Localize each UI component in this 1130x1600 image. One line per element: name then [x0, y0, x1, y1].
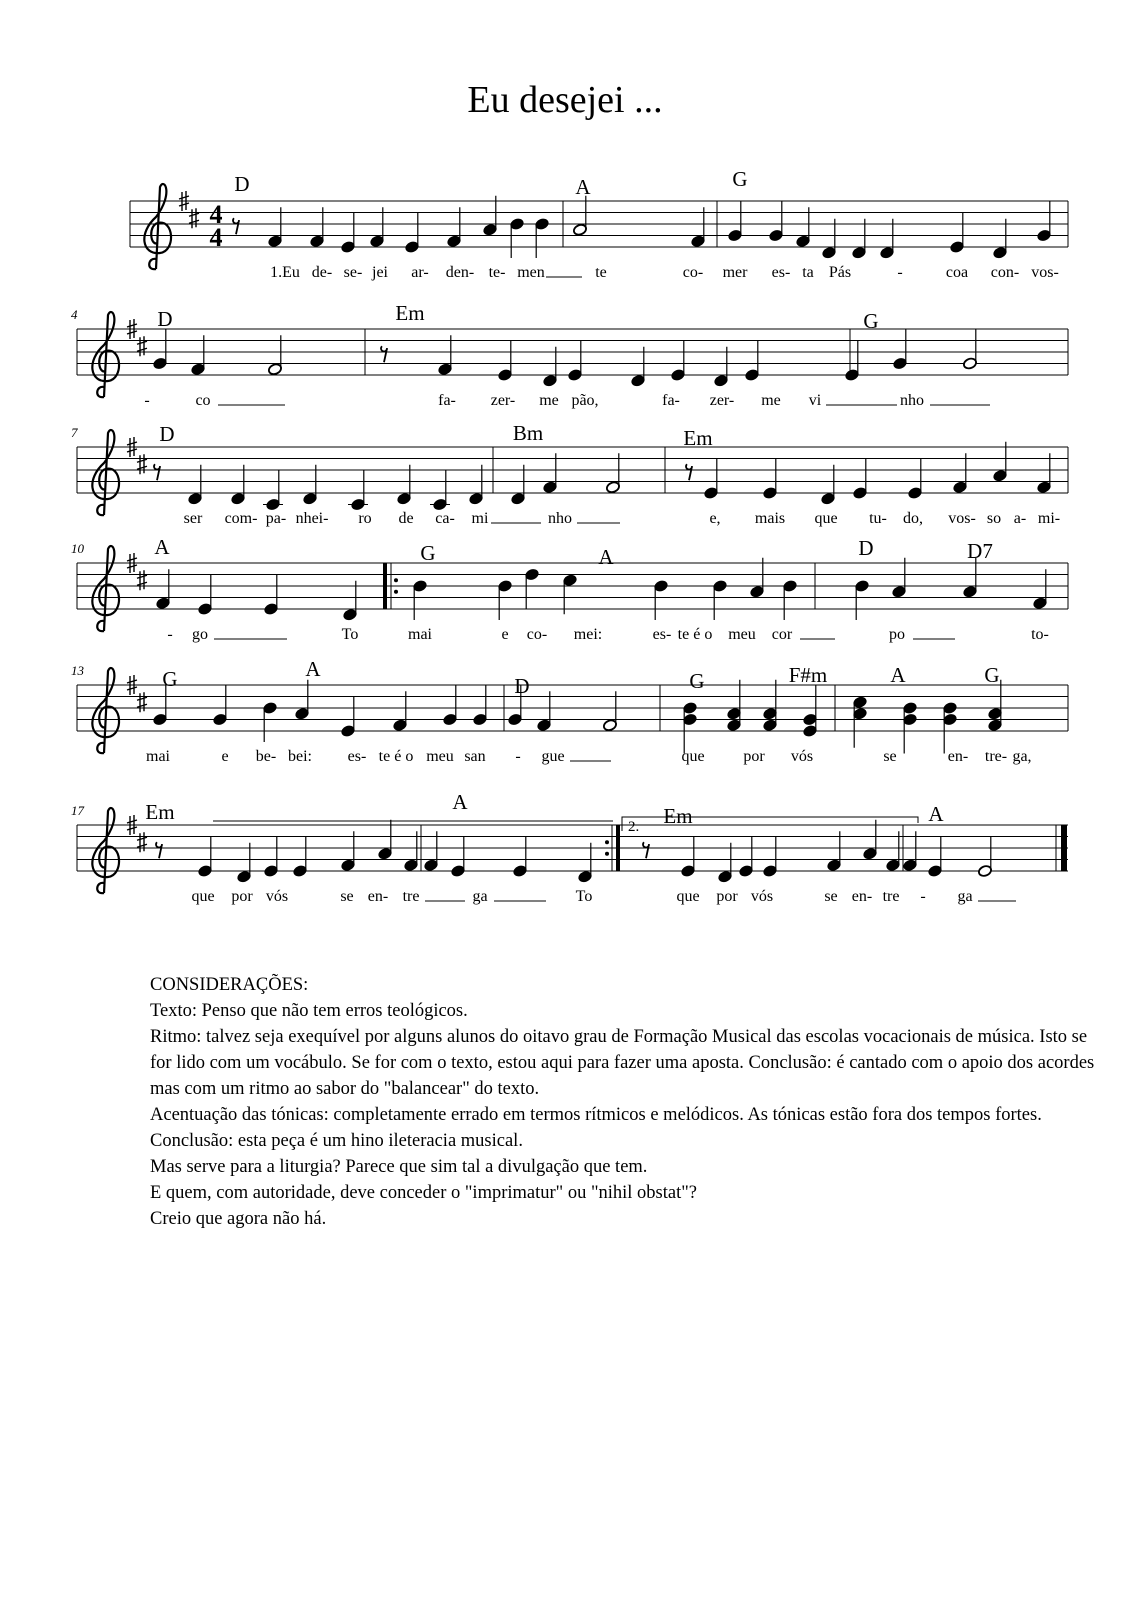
lyric-syllable: Pás [828, 264, 852, 281]
lyric-syllable: se [824, 888, 838, 905]
lyric-syllable: mi [471, 510, 489, 527]
lyric-syllable: que [676, 888, 700, 905]
lyric-syllable: por [716, 888, 738, 905]
considerations-heading: CONSIDERAÇÕES: [150, 975, 309, 995]
lyric-syllable: ta [802, 264, 814, 281]
lyric-syllable: de- [311, 264, 333, 281]
measure-number: 4 [71, 307, 78, 322]
measure-number: 13 [71, 663, 84, 678]
time-signature-top: 4 [209, 200, 223, 229]
sharp-icon [137, 454, 147, 474]
chord-symbol: Em [395, 301, 425, 325]
lyric-syllable: ar- [411, 264, 429, 281]
lyric-syllable: ga [472, 888, 488, 905]
lyric-syllable: se [883, 748, 897, 765]
lyric-syllable: - [144, 392, 150, 409]
considerations-line: Creio que agora não há. [150, 1209, 327, 1229]
eighth-rest-icon [233, 218, 239, 234]
considerations-line: E quem, com autoridade, deve conceder o "imprimatur" ou "nihil obstat"? [150, 1183, 698, 1203]
lyric-syllable: te [595, 264, 607, 281]
chord-symbol: A [928, 802, 944, 826]
lyric-syllable: co- [682, 264, 704, 281]
measure-number: 7 [71, 425, 78, 440]
sharp-icon [137, 570, 147, 590]
chord-symbol: G [732, 167, 748, 191]
lyric-syllable: es- [652, 626, 672, 643]
treble-clef-icon [92, 546, 119, 631]
lyric-syllable: vos- [1031, 264, 1059, 281]
lyric-syllable: - [897, 264, 903, 281]
lyric-syllable: es- [347, 748, 367, 765]
repeat-dot [394, 590, 398, 594]
lyric-syllable: con- [990, 264, 1020, 281]
lyric-syllable: jei [372, 264, 388, 281]
lyric-syllable: nho [548, 510, 572, 527]
lyric-syllable: te é o [677, 626, 713, 643]
sharp-icon [137, 336, 147, 356]
lyric-syllable: vós [790, 748, 814, 765]
lyric-syllable: fa- [662, 392, 680, 409]
lyric-syllable: por [743, 748, 765, 765]
lyric-syllable: mei: [573, 626, 603, 643]
lyric-syllable: zer- [490, 392, 516, 409]
measure-number: 10 [71, 541, 84, 556]
chord-symbol: A [890, 663, 906, 687]
lyric-syllable: - [920, 888, 926, 905]
chord-symbol: G [863, 309, 879, 333]
lyric-syllable: - [515, 748, 521, 765]
lyric-syllable: me [761, 392, 781, 409]
lyric-syllable: mi- [1037, 510, 1061, 527]
treble-clef-icon [92, 668, 119, 753]
lyric-syllable: meu [728, 626, 756, 643]
lyric-syllable: ga [957, 888, 973, 905]
final-barline [1061, 825, 1067, 871]
lyric-syllable: tre [402, 888, 420, 905]
lyric-syllable: e [501, 626, 509, 643]
lyric-syllable: te- [488, 264, 506, 281]
repeat-dot [605, 840, 609, 844]
chord-symbol: Bm [512, 421, 544, 445]
chord-symbol: F#m [788, 663, 828, 687]
eighth-rest-icon [381, 346, 387, 362]
considerations-line: Texto: Penso que não tem erros teológicos. [150, 1001, 468, 1021]
chord-symbol: A [305, 657, 321, 681]
lyric-syllable: 1.Eu [270, 264, 300, 281]
chord-symbol: A [575, 175, 591, 199]
lyric-syllable: ser [183, 510, 203, 527]
lyric-syllable: to- [1031, 626, 1049, 643]
measure-number: 17 [71, 803, 84, 818]
eighth-rest-icon [156, 842, 162, 858]
sharp-icon [189, 208, 199, 228]
lyric-syllable: mai [146, 748, 170, 765]
lyric-syllable: com- [224, 510, 258, 527]
lyric-syllable: To [341, 626, 359, 643]
considerations-line: Conclusão: esta peça é um hino ileteracia musical. [150, 1131, 523, 1151]
lyric-syllable: nhei- [295, 510, 329, 527]
considerations-block [150, 972, 1100, 1232]
repeat-dot [394, 578, 398, 582]
lyric-syllable: e [221, 748, 229, 765]
chord-symbol: Em [145, 800, 175, 824]
lyric-syllable: coa [945, 264, 969, 281]
lyric-syllable: To [575, 888, 593, 905]
considerations-line: Ritmo: talvez seja exequível por alguns alunos do oitavo grau de Formação Musical das escolas vocacionais de música. Isto se for lido com um vocábulo. Se for com o texto, estou aqui para fazer uma aposta. Conclusão: é cantado com o apoio dos acordes mas com um ritmo ao sabor do "balancear" do texto. [150, 1027, 1095, 1099]
chord-symbol: D [858, 536, 874, 560]
lyric-syllable: vos- [948, 510, 976, 527]
lyric-syllable: me [539, 392, 559, 409]
chord-symbol: G [689, 669, 705, 693]
chord-symbol: A [154, 535, 170, 559]
chord-symbol: G [984, 663, 1000, 687]
eighth-rest-icon [686, 464, 692, 480]
lyric-syllable: vós [750, 888, 774, 905]
considerations-line: Mas serve para a liturgia? Parece que sim tal a divulgação que tem. [150, 1157, 648, 1177]
treble-clef-icon [92, 312, 119, 397]
lyric-syllable: ca- [435, 510, 455, 527]
repeat-end-barline [616, 825, 620, 871]
lyric-syllable: meu [426, 748, 454, 765]
lyric-syllable: so [986, 510, 1002, 527]
chord-symbol: D [159, 422, 175, 446]
staff-system-4 [77, 546, 1068, 639]
chord-symbol: G [420, 541, 436, 565]
lyric-syllable: co [195, 392, 211, 409]
treble-clef-icon [92, 808, 119, 893]
chord-symbol: A [598, 545, 614, 569]
treble-clef-icon [92, 430, 119, 515]
lyric-syllable: do, [903, 510, 923, 527]
sharp-icon [137, 832, 147, 852]
lyric-syllable: ro [358, 510, 372, 527]
chord-symbol: G [162, 667, 178, 691]
chord-symbol: D [157, 307, 173, 331]
repeat-start-barline [383, 563, 387, 609]
eighth-rest-icon [643, 842, 649, 858]
lyric-syllable: que [681, 748, 705, 765]
lyric-syllable: nho [900, 392, 924, 409]
lyric-syllable: vós [265, 888, 289, 905]
lyric-syllable: ga, [1012, 748, 1032, 765]
lyric-syllable: po [889, 626, 905, 643]
considerations-line: Acentuação das tónicas: completamente errado em termos rítmicos e melódicos. As tónicas estão fora dos tempos fortes. [150, 1105, 1042, 1125]
chord-symbol: D7 [967, 539, 993, 563]
chord-symbol: D [234, 172, 250, 196]
lyric-syllable: be- [255, 748, 277, 765]
lyric-syllable: tu- [869, 510, 887, 527]
second-ending-label: 2. [628, 819, 640, 835]
lyric-syllable: de [398, 510, 414, 527]
repeat-dot [605, 852, 609, 856]
lyric-syllable: que [191, 888, 215, 905]
lyric-syllable: es- [771, 264, 791, 281]
lyric-syllable: mais [754, 510, 786, 527]
lyric-syllable: gue [541, 748, 565, 765]
lyric-syllable: te é o [378, 748, 414, 765]
lyric-syllable: san [464, 748, 486, 765]
lyric-syllable: a- [1013, 510, 1027, 527]
lyric-syllable: en- [947, 748, 969, 765]
lyric-syllable: e, [709, 510, 721, 527]
song-title: Eu desejei ... [467, 79, 663, 121]
lyric-syllable: en- [367, 888, 389, 905]
lyric-syllable: mai [408, 626, 432, 643]
chord-symbol: Em [683, 426, 713, 450]
chord-symbol: D [514, 674, 530, 698]
lyric-syllable: den- [445, 264, 475, 281]
lyric-syllable: go [192, 626, 208, 643]
sharp-icon [137, 692, 147, 712]
lyric-syllable: vi [808, 392, 822, 409]
lyric-syllable: que [814, 510, 838, 527]
time-signature-bottom: 4 [209, 223, 223, 252]
chord-symbol: Em [663, 804, 693, 828]
treble-clef-icon [144, 184, 171, 269]
lyric-syllable: se- [343, 264, 363, 281]
lyric-syllable: tre [882, 888, 900, 905]
lyric-syllable: men [517, 264, 545, 281]
lyric-syllable: tre- [984, 748, 1008, 765]
lyric-syllable: por [231, 888, 253, 905]
lyric-syllable: mer [722, 264, 748, 281]
lyric-syllable: zer- [709, 392, 735, 409]
lyric-syllable: fa- [438, 392, 456, 409]
lyric-syllable: - [167, 626, 173, 643]
lyric-syllable: bei: [288, 748, 312, 765]
lyric-syllable: se [340, 888, 354, 905]
lyric-syllable: co- [526, 626, 548, 643]
eighth-rest-icon [154, 464, 160, 480]
lyric-syllable: pa- [265, 510, 287, 527]
lyric-syllable: pão, [571, 392, 599, 409]
chord-symbol: A [452, 790, 468, 814]
lyric-syllable: cor [771, 626, 793, 643]
lyric-syllable: en- [851, 888, 873, 905]
